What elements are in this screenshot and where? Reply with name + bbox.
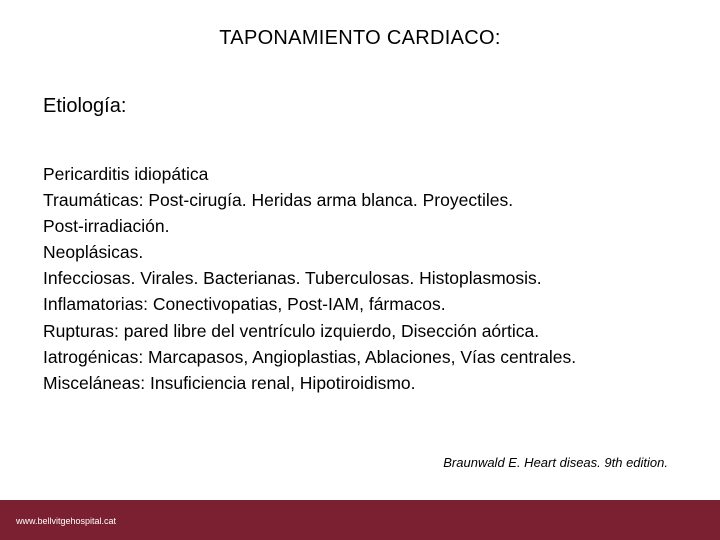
list-item: Post-irradiación. (43, 216, 170, 237)
list-item: Traumáticas: Post-cirugía. Heridas arma blanca. Proyectiles. (43, 190, 514, 211)
slide-subtitle: Etiología: (43, 95, 127, 117)
causes-list (43, 161, 576, 396)
list-item: Inflamatorias: Conectivopatias, Post-IAM, fármacos. (43, 294, 446, 315)
list-item: Rupturas: pared libre del ventrículo izquierdo, Disección aórtica. (43, 320, 540, 341)
list-item: Misceláneas: Insuficiencia renal, Hipotiroidismo. (43, 372, 416, 393)
slide-title: TAPONAMIENTO CARDIACO: (219, 27, 501, 49)
list-item: Neoplásicas. (43, 242, 144, 263)
list-item: Iatrogénicas: Marcapasos, Angioplastias, Ablaciones, Vías centrales. (43, 346, 577, 367)
list-item: Infecciosas. Virales. Bacterianas. Tuberculosas. Histoplasmosis. (43, 268, 542, 289)
footer-url: www.bellvitgehospital.cat (16, 516, 117, 526)
reference-citation: Braunwald E. Heart diseas. 9th edition. (443, 455, 668, 470)
list-item: Pericarditis idiopática (43, 164, 209, 184)
footer-bar (0, 500, 720, 540)
